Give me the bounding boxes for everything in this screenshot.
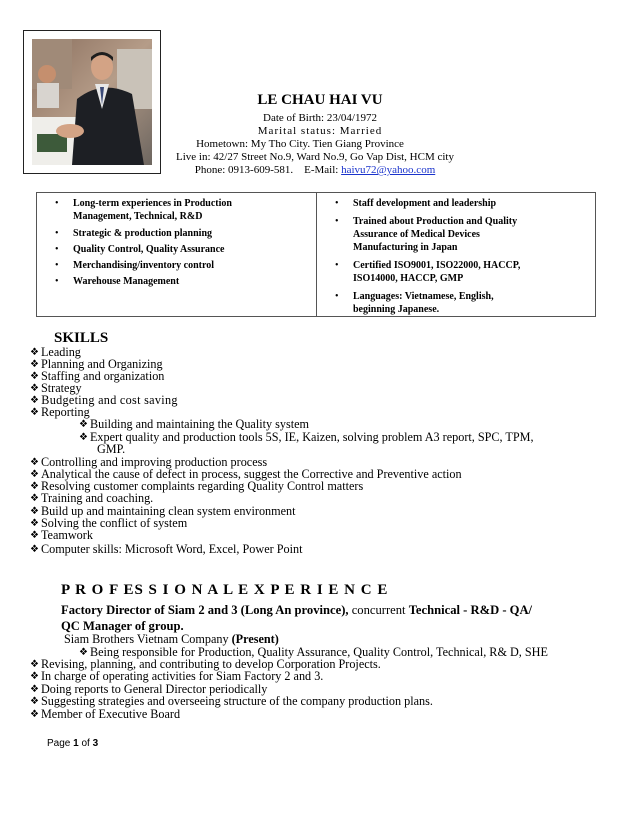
summary-item: • Long-term experiences in Production Management, Technical, R&D (53, 197, 303, 223)
summary-item: • Merchandising/inventory control (53, 259, 303, 272)
candidate-name: LE CHAU HAI VU (257, 92, 383, 108)
summary-item: • Certified ISO9001, ISO22000, HACCP, ISO14000, HACCP, GMP (333, 259, 583, 285)
experience-item: ❖ Suggesting strategies and overseeing structure of the company production plans. (30, 694, 433, 708)
skills-heading: SKILLS (54, 330, 109, 346)
skill-item: ❖ Analytical the cause of defect in process, suggest the Corrective and Preventive action (30, 467, 462, 481)
experience-subitem: ❖ Being responsible for Production, Quality Assurance, Quality Control, Technical, R& D, SHE (79, 645, 548, 659)
summary-item: • Trained about Production and Quality Assurance of Medical Devices Manufacturing in Japan (333, 215, 583, 254)
summary-item: • Warehouse Management (53, 275, 303, 288)
profile-photo-frame (23, 30, 161, 174)
summary-table (36, 192, 596, 317)
summary-item: • Languages: Vietnamese, English, beginning Japanese. (333, 290, 583, 316)
skill-item: ❖ Resolving customer complaints regarding Quality Control matters (30, 479, 364, 493)
skill-subitem: ❖ Building and maintaining the Quality system (79, 417, 309, 431)
page-footer (47, 738, 98, 749)
skill-item: ❖ Build up and maintaining clean system environment (30, 504, 296, 518)
skill-item: ❖ Teamwork (30, 528, 93, 542)
email-link[interactable]: haivu72@yahoo.com (341, 164, 436, 176)
experience-item: ❖ In charge of operating activities for Siam Factory 2 and 3. (30, 669, 324, 683)
experience-heading: P R O F ES S I O N A L E X P E R I E N C E (61, 582, 389, 598)
summary-item: • Staff development and leadership (333, 197, 583, 210)
experience-item: ❖ Revising, planning, and contributing to develop Corporation Projects. (30, 657, 381, 671)
experience-item: ❖ Member of Executive Board (30, 707, 181, 721)
experience-item: ❖ Doing reports to General Director periodically (30, 682, 268, 696)
job-title-primary: Factory Director of Siam 2 and 3 (Long An province), (61, 603, 349, 617)
profile-photo (32, 39, 152, 165)
marital-status: Marital status: Married (257, 125, 383, 137)
summary-right-column (333, 197, 583, 316)
email-label: E-Mail: (304, 164, 339, 176)
skill-subitem: ❖ Expert quality and production tools 5S, IE, Kaizen, solving problem A3 report, SPC, TPM, (79, 430, 534, 444)
date-of-birth: Date of Birth: 23/04/1972 (263, 112, 377, 124)
job-title-secondary: Technical - R&D - QA/ (408, 603, 533, 617)
skill-item: ❖ Reporting (30, 405, 90, 419)
of-word: of (81, 738, 90, 749)
page-word: Page (47, 738, 71, 749)
skill-subitem-continued: GMP. (97, 442, 126, 456)
profile-photo-image (32, 39, 152, 165)
job-title-line: Factory Director of Siam 2 and 3 (Long An province), concurrent Technical - R&D - QA/ (61, 603, 533, 617)
skill-item: ❖ Staffing and organization (30, 369, 165, 383)
skill-item: ❖ Computer skills: Microsoft Word, Excel, Power Point (30, 542, 303, 556)
skill-item: ❖ Planning and Organizing (30, 357, 163, 371)
page-total: 3 (92, 738, 99, 749)
company-period: (Present) (231, 632, 279, 646)
company-name: Siam Brothers Vietnam Company (64, 632, 232, 646)
skill-item: ❖ Strategy (30, 381, 82, 395)
summary-divider (316, 193, 317, 316)
skill-item: ❖ Leading (30, 345, 81, 359)
contact-line (155, 164, 475, 176)
skill-item: ❖ Training and coaching. (30, 491, 154, 505)
summary-item: • Quality Control, Quality Assurance (53, 243, 303, 256)
hometown: Hometown: My Tho City. Tien Giang Province (196, 138, 404, 150)
job-title-line-2: QC Manager of group. (61, 619, 184, 633)
summary-item: • Strategic & production planning (53, 227, 303, 240)
skill-item: ❖ Solving the conflict of system (30, 516, 188, 530)
page-number: 1 (73, 738, 79, 749)
phone-number: Phone: 0913-609-581. (194, 164, 294, 176)
residence-address: Live in: 42/27 Street No.9, Ward No.9, Go Vap Dist, HCM city (176, 151, 454, 163)
skill-item: ❖ Controlling and improving production process (30, 455, 268, 469)
skill-item: ❖ Budgeting and cost saving (30, 393, 178, 407)
summary-left-column (53, 197, 303, 288)
